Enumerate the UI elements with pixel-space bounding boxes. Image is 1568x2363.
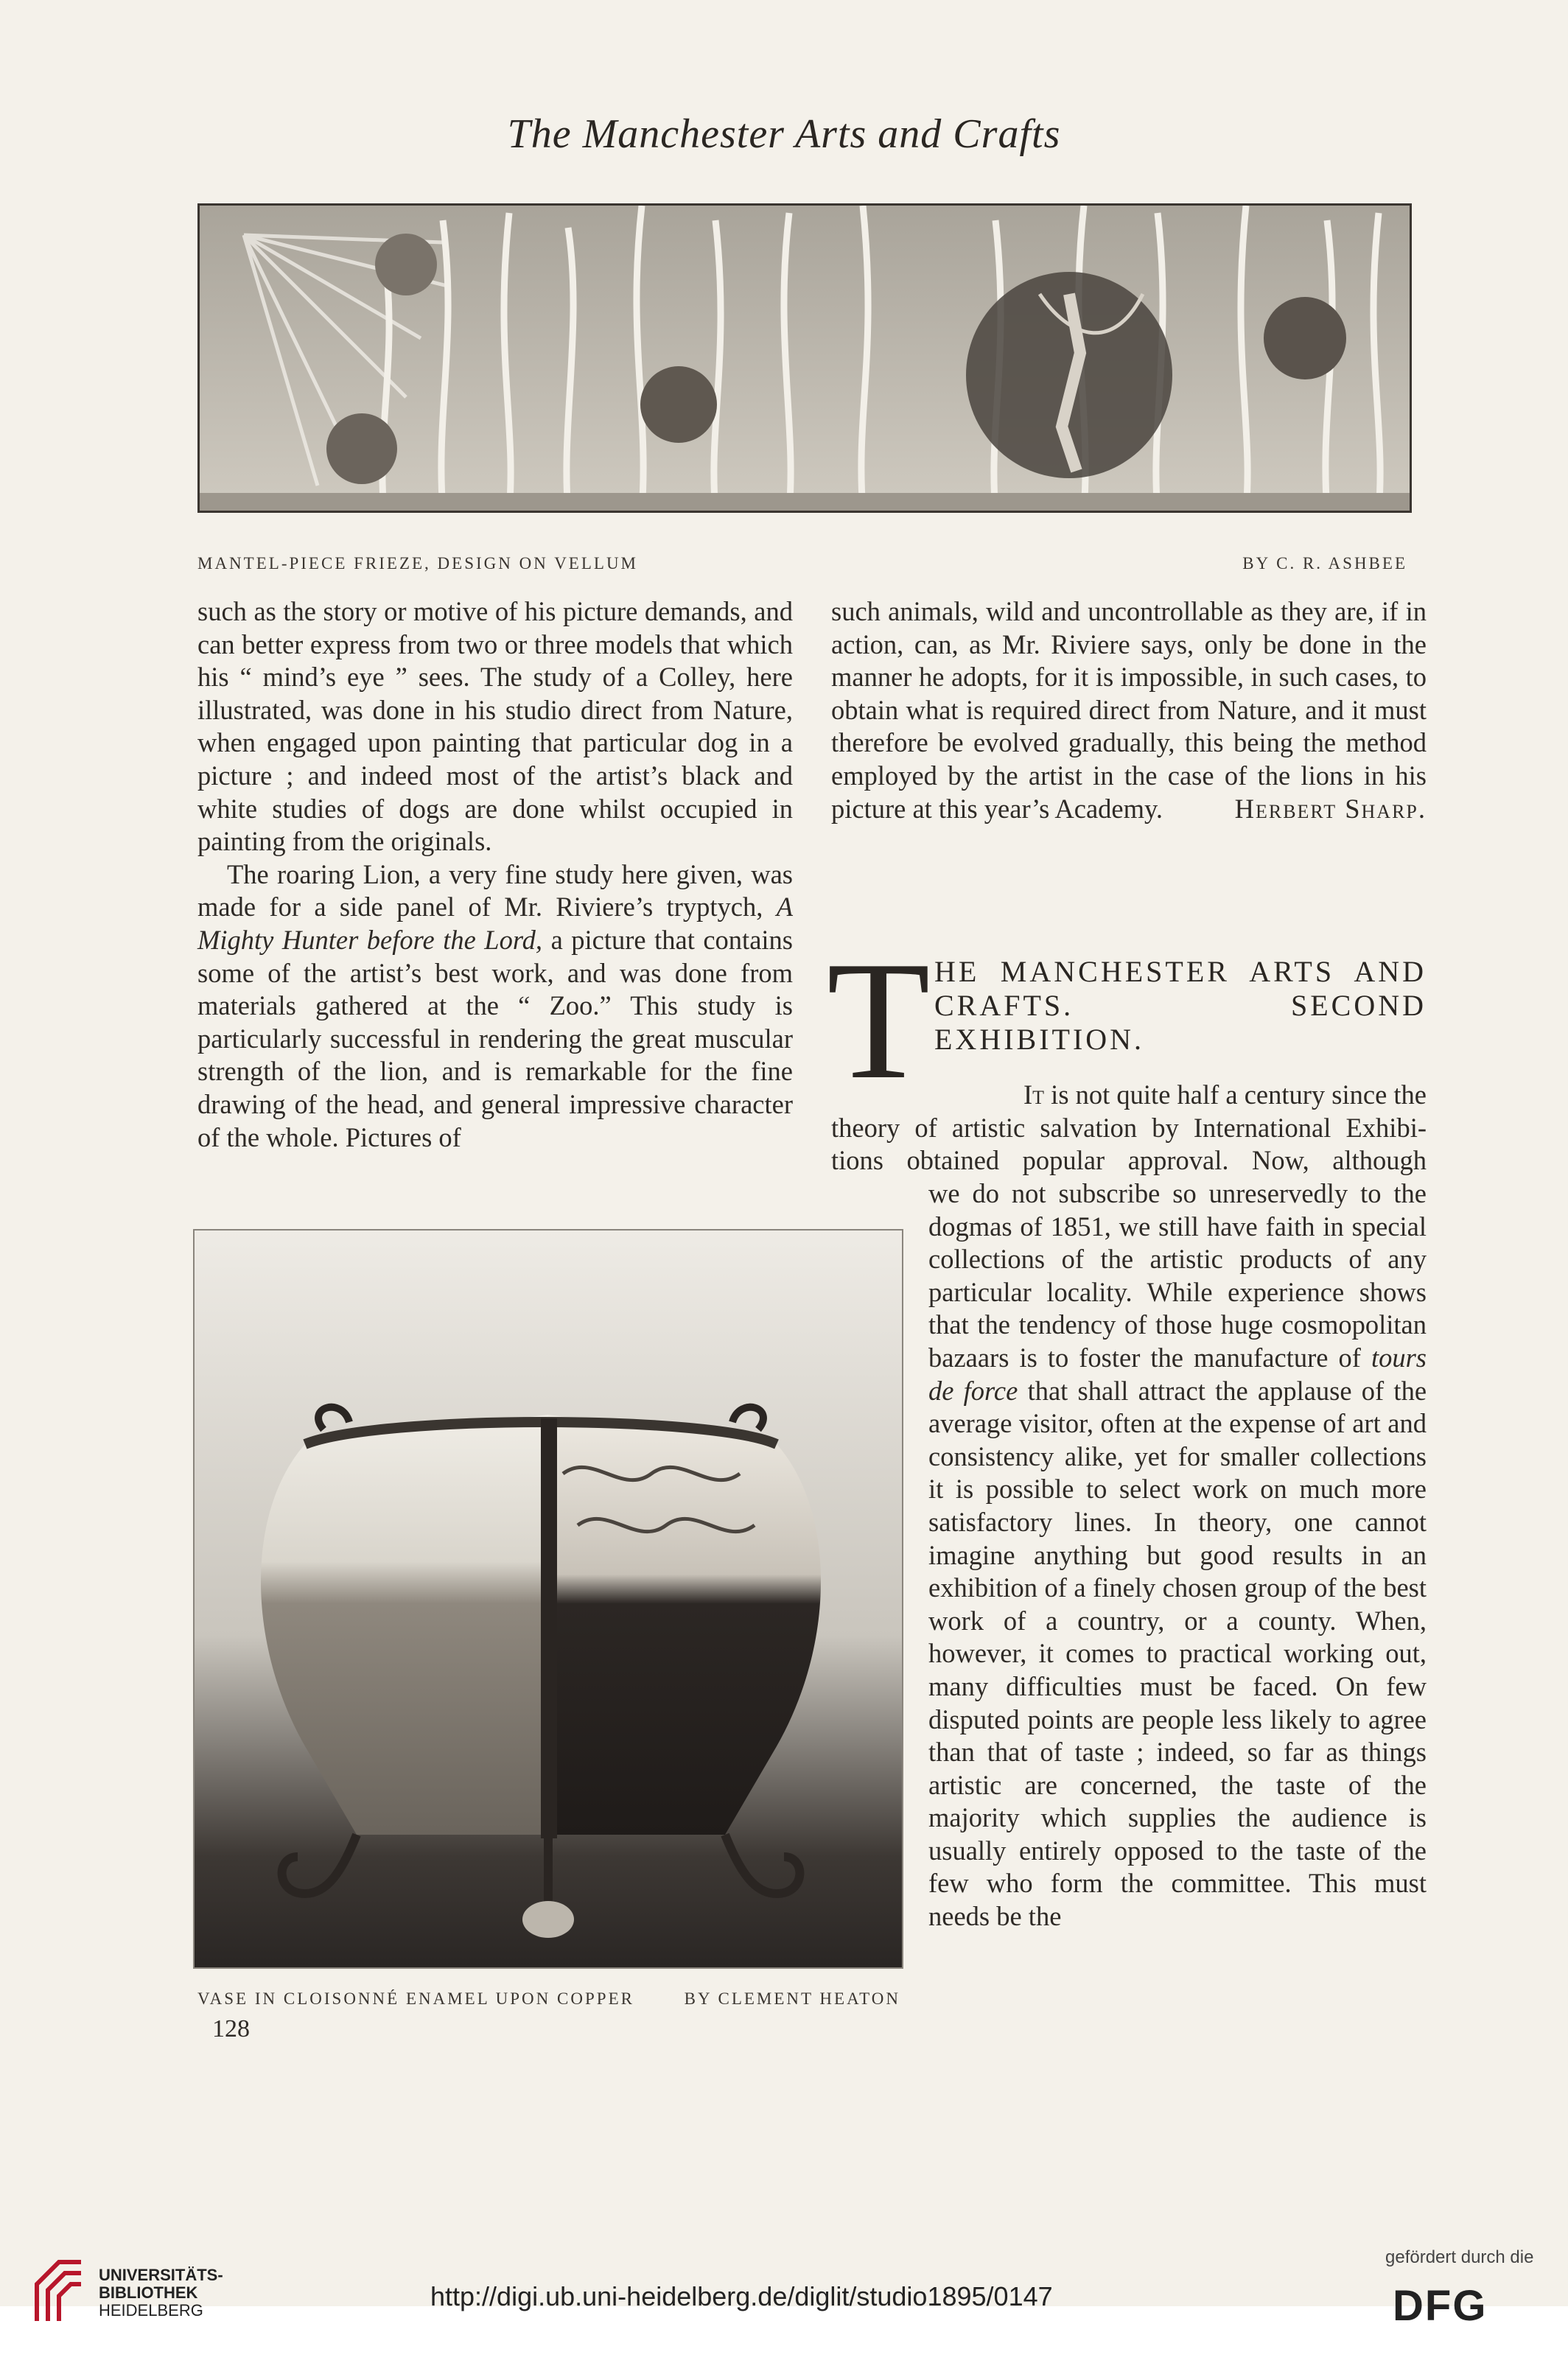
frieze-caption-right: BY C. R. ASHBEE (1242, 554, 1407, 573)
left-paragraph-2-end: a picture that contains some of the artist’s best work, and was done from materials gathered at the “ Zoo.” This study is particularly successful in rendering the great muscular strength of the lion, and is remarkable for the fine drawing of the head, and general impressive character of the whole. Pictures of (197, 924, 793, 1152)
article-line-3: tions obtained popular approval. Now, although (831, 1145, 1427, 1176)
frieze-caption-left: MANTEL-PIECE FRIEZE, DESIGN ON VELLUM (197, 554, 639, 573)
article-body-part-2: that shall attract the applause of the average visitor, often at the expense of art and consistency alike, yet for smaller collections it is possible to select work on much more satisfactory lines. In theory, one cannot imagine anything but good results in an exhibition of a finely chosen group of the best work of a country, or a county. When, however, it comes to practical working out, many difficulties must be faced. On few disputed points are people less likely to agree than that of taste ; indeed, so far as things artistic are concerned, the taste of the majority which supplies the audience is usually entirely opposed to the taste of the few who form the committee. This must needs be the (928, 1375, 1427, 1932)
painting-title: A Mighty Hunter before the Lord, (197, 892, 794, 955)
frieze-image (200, 206, 1410, 511)
right-paragraph-1: such animals, wild and uncontrollable as they are, if in action, can, as Mr. Riviere says, only be done in the manner he adopts, for it is impossible, in such cases, to obtain what is required direct from Nature, and it must therefore be evolved gradually, this being the method employed by the artist in the case of the lions in his picture at this year’s Academy. (831, 596, 1427, 824)
library-line-2: BIBLIOTHEK (99, 2283, 198, 2302)
library-line-1: UNIVERSITÄTS- (99, 2266, 223, 2284)
article-body-italic: tours de force (928, 1342, 1427, 1406)
running-head: The Manchester Arts and Crafts (507, 111, 1061, 157)
article-heading: HE MANCHESTER ARTS AND CRAFTS. SECOND EXHIBITION. (934, 955, 1427, 1056)
vase-caption-left: VASE IN CLOISONNÉ ENAMEL UPON COPPER (197, 1989, 634, 2008)
source-url-link[interactable]: http://digi.ub.uni-heidelberg.de/diglit/studio1895/0147 (430, 2281, 1053, 2311)
article-first-line (831, 1079, 1427, 1112)
funder-text: gefördert durch die (1385, 2247, 1534, 2267)
author-signature: Herbert Sharp. (1234, 794, 1427, 825)
library-name (99, 2266, 223, 2320)
library-logo-icon (29, 2255, 88, 2328)
footer-bar (0, 2306, 1568, 2363)
left-paragraph-2-start: The roaring Lion, a very fine study here given, was made for a side panel of Mr. Riviere’s tryptych, (197, 858, 793, 923)
right-column (831, 595, 1427, 826)
article-body-part-1: we do not subscribe so unreservedly to the dogmas of 1851, we still have faith in special collections of the artistic products of any particular locality. While experience shows that the tendency of those huge cosmopolitan bazaars is to foster the manufacture of (928, 1178, 1427, 1373)
article-body-paragraph (928, 1177, 1427, 1933)
article-body (928, 1177, 1427, 1933)
left-column (197, 595, 793, 1154)
library-line-3: HEIDELBERG (99, 2301, 203, 2320)
drop-cap: T (827, 926, 931, 1114)
left-paragraph-2 (197, 858, 793, 1154)
vase-illustration (193, 1229, 903, 1969)
dfg-logo: DFG (1393, 2282, 1488, 2330)
left-paragraph-1: such as the story or motive of his picture demands, and can better express from two or three models that which his “ mind’s eye ” sees. The study of a Colley, here illustrated, was done in his studio direct from Nature, when engaged upon painting that particular dog in a picture ; and indeed most of the artist’s black and white studies of dogs are done whilst occupied in painting from the originals. (197, 596, 793, 857)
vase-image (195, 1230, 902, 1967)
vase-caption-right: BY CLEMENT HEATON (684, 1989, 900, 2008)
page-number: 128 (212, 2015, 250, 2042)
article-opening (831, 1079, 1427, 1177)
frieze-illustration (197, 203, 1412, 513)
article-line-2: theory of artistic salvation by International Exhibi- (831, 1112, 1427, 1143)
article-first-line-text: is not quite half a century since the (1051, 1079, 1427, 1110)
article-first-word: It (1023, 1079, 1045, 1110)
